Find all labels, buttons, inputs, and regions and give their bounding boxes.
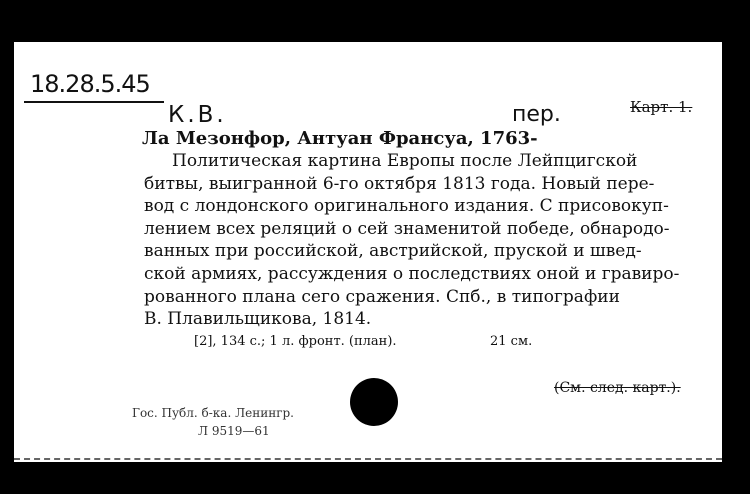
library-stamp-number: Л 9519—61 bbox=[198, 424, 270, 438]
shelf-mark: К.В. bbox=[168, 102, 227, 128]
body-line: вод с лондонского оригинального издания. С присовокуп- bbox=[144, 196, 669, 217]
body-line: ской армиях, рассуждения о последствиях оной и гравиро- bbox=[144, 263, 680, 284]
card-number-note: Карт. 1. bbox=[630, 98, 693, 116]
body-line: Политическая картина Европы после Лейпцигской bbox=[172, 151, 638, 171]
body-line: ванных при российской, австрийской, пруской и швед- bbox=[144, 241, 642, 262]
collation: [2], 134 с.; 1 л. фронт. (план). bbox=[194, 334, 397, 349]
catalog-card bbox=[14, 42, 722, 462]
body-line: рованного плана сего сражения. Спб., в типографии bbox=[144, 286, 620, 307]
call-number-underline bbox=[24, 101, 164, 103]
author-heading: Ла Мезонфор, Антуан Франсуа, 1763- bbox=[142, 128, 538, 149]
title-description bbox=[144, 150, 704, 331]
library-stamp-name: Гос. Публ. б-ка. Ленингр. bbox=[132, 406, 294, 420]
body-line: В. Плавильщикова, 1814. bbox=[144, 309, 372, 330]
call-number: 18.28.5.45 bbox=[30, 70, 150, 98]
translation-note: пер. bbox=[512, 102, 561, 127]
book-size: 21 см. bbox=[490, 334, 533, 349]
punch-hole bbox=[350, 378, 398, 426]
body-line: лением всех реляций о сей знаменитой победе, обнародо- bbox=[144, 218, 670, 239]
body-line: битвы, выигранной 6-го октября 1813 года. Новый пере- bbox=[144, 173, 655, 194]
see-next-text: (См. след. карт.). bbox=[554, 380, 681, 396]
bottom-border-line bbox=[14, 458, 722, 460]
see-next-card-note bbox=[554, 380, 681, 396]
